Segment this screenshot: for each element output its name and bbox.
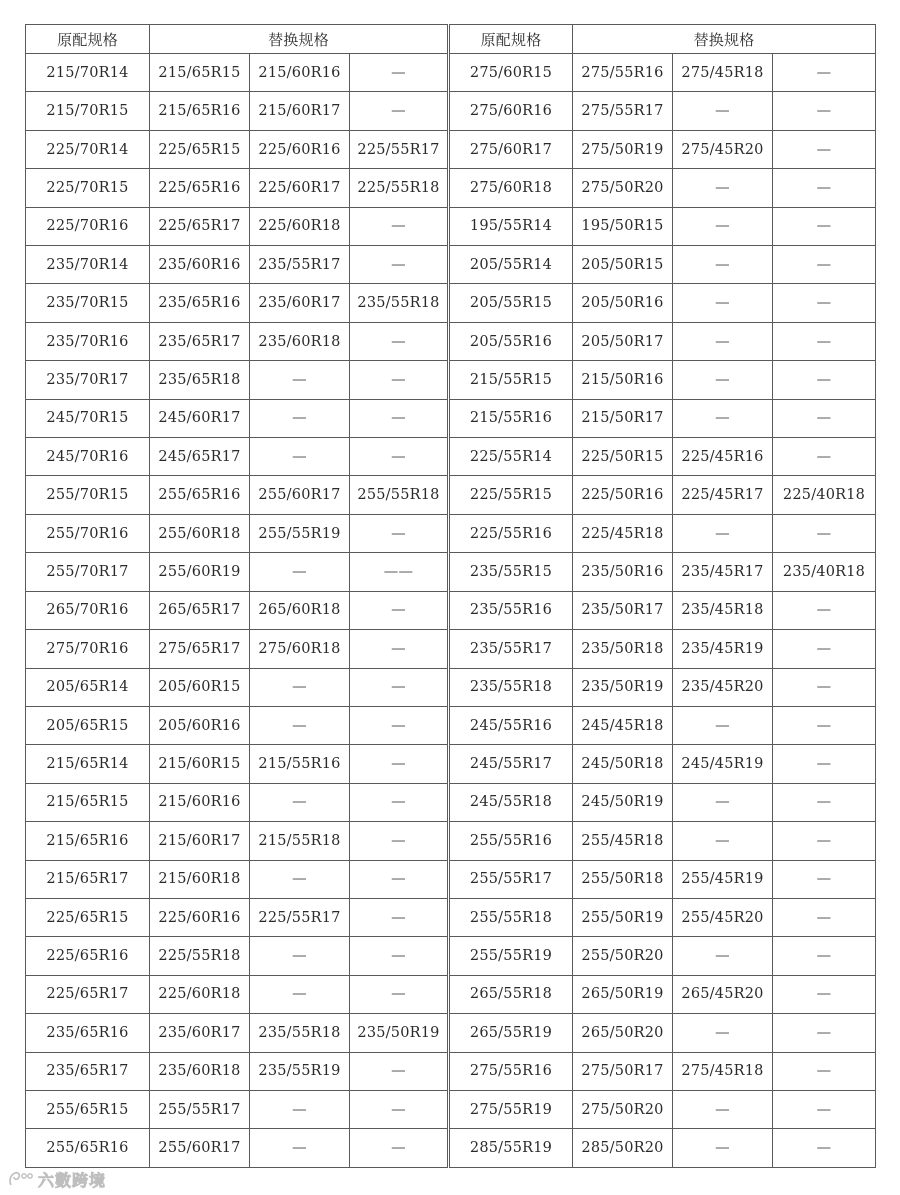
replacement-spec-cell: 275/50R19 [573,130,673,168]
replacement-spec-cell: — [773,322,876,360]
original-spec-cell: 245/55R16 [449,706,573,744]
replacement-spec-cell: 265/65R17 [150,591,250,629]
header-left-original: 原配规格 [26,25,150,54]
replacement-spec-cell: — [673,207,773,245]
replacement-spec-cell: — [350,92,449,130]
replacement-spec-cell: — [773,706,876,744]
replacement-spec-cell: — [673,399,773,437]
replacement-spec-cell: — [673,1129,773,1168]
replacement-spec-cell: 205/50R15 [573,246,673,284]
original-spec-cell: 275/60R17 [449,130,573,168]
header-right-original: 原配规格 [449,25,573,54]
table-row [26,668,876,706]
replacement-spec-cell: — [250,668,350,706]
table-row [26,476,876,514]
replacement-spec-cell: 235/60R17 [150,1014,250,1052]
replacement-spec-cell: — [673,1014,773,1052]
tire-spec-sheet [25,24,875,1168]
replacement-spec-cell: 265/50R19 [573,975,673,1013]
replacement-spec-cell: — [773,361,876,399]
replacement-spec-cell: — [673,169,773,207]
replacement-spec-cell: 215/55R16 [250,745,350,783]
table-row [26,207,876,245]
replacement-spec-cell: 215/60R15 [150,745,250,783]
replacement-spec-cell: — [250,361,350,399]
table-row [26,284,876,322]
replacement-spec-cell: — [350,361,449,399]
original-spec-cell: 255/70R15 [26,476,150,514]
replacement-spec-cell: 225/55R17 [350,130,449,168]
original-spec-cell: 225/65R17 [26,975,150,1013]
replacement-spec-cell: 255/50R20 [573,937,673,975]
replacement-spec-cell: 235/55R19 [250,1052,350,1090]
original-spec-cell: 235/70R17 [26,361,150,399]
original-spec-cell: 235/55R17 [449,630,573,668]
original-spec-cell: 215/65R16 [26,822,150,860]
replacement-spec-cell: 235/55R18 [250,1014,350,1052]
replacement-spec-cell: 275/55R17 [573,92,673,130]
replacement-spec-cell: 225/65R15 [150,130,250,168]
replacement-spec-cell: — [350,1052,449,1090]
replacement-spec-cell: — [250,1129,350,1168]
replacement-spec-cell: — [350,630,449,668]
replacement-spec-cell: — [350,246,449,284]
table-row [26,937,876,975]
replacement-spec-cell: 235/50R16 [573,553,673,591]
replacement-spec-cell: — [350,975,449,1013]
replacement-spec-cell: 215/65R15 [150,54,250,92]
original-spec-cell: 215/55R16 [449,399,573,437]
original-spec-cell: 245/70R16 [26,438,150,476]
replacement-spec-cell: 225/60R18 [150,975,250,1013]
original-spec-cell: 245/55R17 [449,745,573,783]
replacement-spec-cell: — [673,322,773,360]
original-spec-cell: 215/65R15 [26,783,150,821]
replacement-spec-cell: 235/65R18 [150,361,250,399]
table-row [26,783,876,821]
original-spec-cell: 215/70R14 [26,54,150,92]
original-spec-cell: 255/65R15 [26,1090,150,1128]
replacement-spec-cell: 225/60R16 [150,898,250,936]
replacement-spec-cell: 255/55R18 [350,476,449,514]
replacement-spec-cell: 215/60R16 [250,54,350,92]
replacement-spec-cell: — [250,975,350,1013]
replacement-spec-cell: — [673,514,773,552]
replacement-spec-cell: — [773,898,876,936]
replacement-spec-cell: 275/65R17 [150,630,250,668]
original-spec-cell: 225/65R15 [26,898,150,936]
replacement-spec-cell: — [773,937,876,975]
original-spec-cell: 215/65R17 [26,860,150,898]
replacement-spec-cell: 235/55R18 [350,284,449,322]
replacement-spec-cell: 225/60R18 [250,207,350,245]
replacement-spec-cell: 205/60R15 [150,668,250,706]
replacement-spec-cell: 245/65R17 [150,438,250,476]
replacement-spec-cell: 275/45R20 [673,130,773,168]
table-row [26,1014,876,1052]
original-spec-cell: 255/55R18 [449,898,573,936]
table-row [26,898,876,936]
original-spec-cell: 235/55R16 [449,591,573,629]
original-spec-cell: 275/70R16 [26,630,150,668]
replacement-spec-cell: 225/65R16 [150,169,250,207]
replacement-spec-cell: 225/55R18 [150,937,250,975]
original-spec-cell: 215/70R15 [26,92,150,130]
replacement-spec-cell: — [250,553,350,591]
original-spec-cell: 235/65R17 [26,1052,150,1090]
replacement-spec-cell: — [350,438,449,476]
replacement-spec-cell: 235/50R19 [573,668,673,706]
replacement-spec-cell: — [350,860,449,898]
table-row [26,630,876,668]
replacement-spec-cell: 265/50R20 [573,1014,673,1052]
replacement-spec-cell: 215/60R18 [150,860,250,898]
table-row [26,246,876,284]
replacement-spec-cell: — [773,92,876,130]
table-row [26,975,876,1013]
replacement-spec-cell: 255/60R17 [250,476,350,514]
replacement-spec-cell: 275/50R20 [573,169,673,207]
replacement-spec-cell: 215/60R17 [250,92,350,130]
replacement-spec-cell: — [673,822,773,860]
original-spec-cell: 285/55R19 [449,1129,573,1168]
replacement-spec-cell: — [773,399,876,437]
original-spec-cell: 235/70R16 [26,322,150,360]
replacement-spec-cell: — [773,1014,876,1052]
replacement-spec-cell: 225/60R16 [250,130,350,168]
replacement-spec-cell: 235/60R18 [150,1052,250,1090]
original-spec-cell: 265/70R16 [26,591,150,629]
replacement-spec-cell: — [350,54,449,92]
replacement-spec-cell: —— [350,553,449,591]
replacement-spec-cell: 245/50R18 [573,745,673,783]
table-row [26,745,876,783]
original-spec-cell: 225/55R15 [449,476,573,514]
replacement-spec-cell: — [250,399,350,437]
replacement-spec-cell: — [350,745,449,783]
replacement-spec-cell: 225/45R16 [673,438,773,476]
replacement-spec-cell: — [673,783,773,821]
replacement-spec-cell: — [773,284,876,322]
original-spec-cell: 225/55R16 [449,514,573,552]
table-row [26,822,876,860]
replacement-spec-cell: — [350,898,449,936]
replacement-spec-cell: 275/45R18 [673,1052,773,1090]
original-spec-cell: 205/55R14 [449,246,573,284]
replacement-spec-cell: 195/50R15 [573,207,673,245]
replacement-spec-cell: — [673,92,773,130]
replacement-spec-cell: 255/55R17 [150,1090,250,1128]
replacement-spec-cell: 255/55R19 [250,514,350,552]
header-left-replacement: 替换规格 [150,25,449,54]
header-right-replacement: 替换规格 [573,25,876,54]
replacement-spec-cell: — [773,1129,876,1168]
replacement-spec-cell: 255/60R19 [150,553,250,591]
replacement-spec-cell: — [350,514,449,552]
replacement-spec-cell: 255/50R18 [573,860,673,898]
replacement-spec-cell: 225/65R17 [150,207,250,245]
replacement-spec-cell: 235/45R18 [673,591,773,629]
replacement-spec-cell: — [250,937,350,975]
replacement-spec-cell: — [250,1090,350,1128]
original-spec-cell: 275/55R19 [449,1090,573,1128]
original-spec-cell: 235/70R14 [26,246,150,284]
replacement-spec-cell: 235/45R20 [673,668,773,706]
replacement-spec-cell: 275/55R16 [573,54,673,92]
original-spec-cell: 245/55R18 [449,783,573,821]
replacement-spec-cell: 235/60R18 [250,322,350,360]
replacement-spec-cell: — [773,860,876,898]
tire-replacement-table [25,24,876,1168]
replacement-spec-cell: — [673,706,773,744]
replacement-spec-cell: 215/60R16 [150,783,250,821]
replacement-spec-cell: 215/65R16 [150,92,250,130]
replacement-spec-cell: 225/55R18 [350,169,449,207]
table-row [26,54,876,92]
table-row [26,361,876,399]
table-row [26,1090,876,1128]
replacement-spec-cell: 255/65R16 [150,476,250,514]
original-spec-cell: 245/70R15 [26,399,150,437]
original-spec-cell: 235/70R15 [26,284,150,322]
replacement-spec-cell: — [773,630,876,668]
table-row [26,438,876,476]
watermark [8,1168,106,1190]
replacement-spec-cell: — [773,246,876,284]
original-spec-cell: 235/65R16 [26,1014,150,1052]
replacement-spec-cell: — [350,822,449,860]
original-spec-cell: 235/55R18 [449,668,573,706]
replacement-spec-cell: 255/60R18 [150,514,250,552]
replacement-spec-cell: — [673,937,773,975]
replacement-spec-cell: 235/65R16 [150,284,250,322]
original-spec-cell: 275/60R18 [449,169,573,207]
table-row [26,591,876,629]
original-spec-cell: 255/70R17 [26,553,150,591]
replacement-spec-cell: 235/45R19 [673,630,773,668]
replacement-spec-cell: — [673,361,773,399]
original-spec-cell: 255/55R19 [449,937,573,975]
replacement-spec-cell: — [773,822,876,860]
replacement-spec-cell: 235/55R17 [250,246,350,284]
replacement-spec-cell: 215/50R17 [573,399,673,437]
replacement-spec-cell: 255/45R20 [673,898,773,936]
replacement-spec-cell: 235/50R19 [350,1014,449,1052]
watermark-logo-icon [8,1170,34,1188]
replacement-spec-cell: 275/50R17 [573,1052,673,1090]
original-spec-cell: 225/70R14 [26,130,150,168]
replacement-spec-cell: — [250,783,350,821]
replacement-spec-cell: 215/55R18 [250,822,350,860]
replacement-spec-cell: — [773,1052,876,1090]
original-spec-cell: 205/55R16 [449,322,573,360]
replacement-spec-cell: — [773,514,876,552]
replacement-spec-cell: 245/50R19 [573,783,673,821]
replacement-spec-cell: 275/50R20 [573,1090,673,1128]
original-spec-cell: 215/55R15 [449,361,573,399]
original-spec-cell: 205/55R15 [449,284,573,322]
replacement-spec-cell: 235/40R18 [773,553,876,591]
replacement-spec-cell: 225/50R15 [573,438,673,476]
original-spec-cell: 275/60R15 [449,54,573,92]
original-spec-cell: 265/55R19 [449,1014,573,1052]
replacement-spec-cell: — [250,706,350,744]
replacement-spec-cell: 235/60R17 [250,284,350,322]
replacement-spec-cell: — [773,668,876,706]
original-spec-cell: 225/70R15 [26,169,150,207]
original-spec-cell: 195/55R14 [449,207,573,245]
replacement-spec-cell: — [773,975,876,1013]
replacement-spec-cell: 285/50R20 [573,1129,673,1168]
table-body [26,54,876,1168]
original-spec-cell: 205/65R15 [26,706,150,744]
table-row [26,322,876,360]
replacement-spec-cell: — [350,1129,449,1168]
table-row [26,92,876,130]
replacement-spec-cell: 225/50R16 [573,476,673,514]
original-spec-cell: 255/65R16 [26,1129,150,1168]
original-spec-cell: 275/60R16 [449,92,573,130]
replacement-spec-cell: 215/50R16 [573,361,673,399]
original-spec-cell: 255/55R17 [449,860,573,898]
table-row [26,1052,876,1090]
table-row [26,514,876,552]
original-spec-cell: 255/55R16 [449,822,573,860]
replacement-spec-cell: 235/50R18 [573,630,673,668]
original-spec-cell: 255/70R16 [26,514,150,552]
replacement-spec-cell: — [773,54,876,92]
replacement-spec-cell: 245/60R17 [150,399,250,437]
replacement-spec-cell: 235/45R17 [673,553,773,591]
replacement-spec-cell: — [673,1090,773,1128]
original-spec-cell: 225/55R14 [449,438,573,476]
replacement-spec-cell: 205/60R16 [150,706,250,744]
replacement-spec-cell: 255/45R19 [673,860,773,898]
original-spec-cell: 225/65R16 [26,937,150,975]
replacement-spec-cell: 225/45R18 [573,514,673,552]
replacement-spec-cell: 275/45R18 [673,54,773,92]
table-row [26,1129,876,1168]
replacement-spec-cell: 205/50R17 [573,322,673,360]
replacement-spec-cell: — [773,591,876,629]
original-spec-cell: 275/55R16 [449,1052,573,1090]
table-row [26,399,876,437]
replacement-spec-cell: — [773,130,876,168]
replacement-spec-cell: — [350,322,449,360]
replacement-spec-cell: — [773,745,876,783]
replacement-spec-cell: 215/60R17 [150,822,250,860]
original-spec-cell: 215/65R14 [26,745,150,783]
original-spec-cell: 235/55R15 [449,553,573,591]
replacement-spec-cell: — [773,207,876,245]
replacement-spec-cell: — [673,284,773,322]
original-spec-cell: 225/70R16 [26,207,150,245]
replacement-spec-cell: 275/60R18 [250,630,350,668]
replacement-spec-cell: 245/45R18 [573,706,673,744]
table-row [26,130,876,168]
replacement-spec-cell: — [250,860,350,898]
replacement-spec-cell: — [350,706,449,744]
replacement-spec-cell: 265/60R18 [250,591,350,629]
replacement-spec-cell: — [773,783,876,821]
replacement-spec-cell: 245/45R19 [673,745,773,783]
replacement-spec-cell: 235/65R17 [150,322,250,360]
table-row [26,553,876,591]
replacement-spec-cell: — [350,668,449,706]
watermark-text: 六數跨境 [38,1170,107,1190]
replacement-spec-cell: 255/50R19 [573,898,673,936]
replacement-spec-cell: 265/45R20 [673,975,773,1013]
replacement-spec-cell: 235/50R17 [573,591,673,629]
replacement-spec-cell: — [350,937,449,975]
replacement-spec-cell: — [773,438,876,476]
replacement-spec-cell: 235/60R16 [150,246,250,284]
table-row [26,169,876,207]
original-spec-cell: 265/55R18 [449,975,573,1013]
replacement-spec-cell: 225/60R17 [250,169,350,207]
replacement-spec-cell: 255/45R18 [573,822,673,860]
replacement-spec-cell: 225/40R18 [773,476,876,514]
replacement-spec-cell: 255/60R17 [150,1129,250,1168]
replacement-spec-cell: — [673,246,773,284]
replacement-spec-cell: 225/55R17 [250,898,350,936]
replacement-spec-cell: — [773,169,876,207]
replacement-spec-cell: — [350,1090,449,1128]
table-row [26,860,876,898]
replacement-spec-cell: — [773,1090,876,1128]
replacement-spec-cell: — [250,438,350,476]
original-spec-cell: 205/65R14 [26,668,150,706]
replacement-spec-cell: — [350,399,449,437]
replacement-spec-cell: — [350,783,449,821]
table-row [26,706,876,744]
replacement-spec-cell: — [350,207,449,245]
replacement-spec-cell: 225/45R17 [673,476,773,514]
replacement-spec-cell: 205/50R16 [573,284,673,322]
replacement-spec-cell: — [350,591,449,629]
table-header-row [26,25,876,54]
